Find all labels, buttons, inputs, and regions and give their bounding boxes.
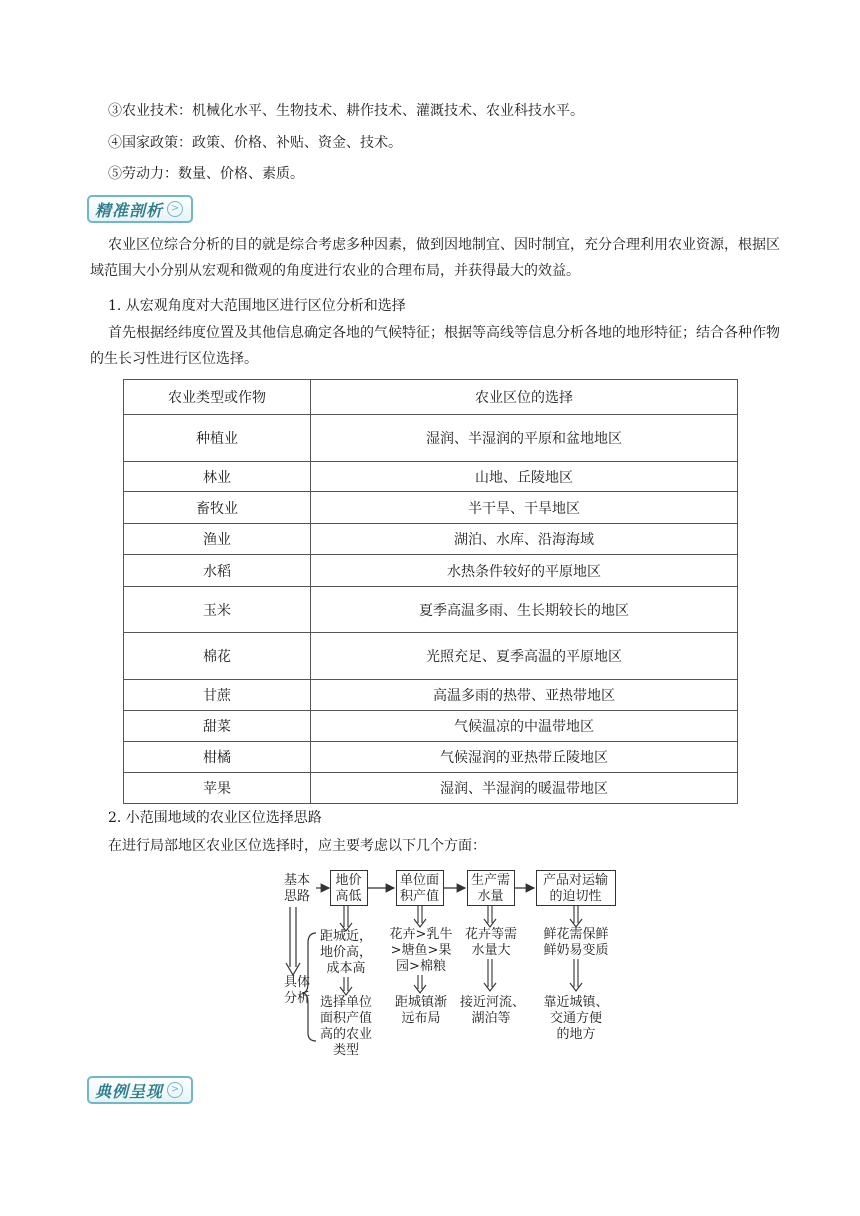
section-badge-label: 典例呈现 [95, 1081, 164, 1101]
box-output-value: 单位面 积产值 [396, 870, 444, 906]
table-cell-type: 柑橘 [124, 742, 311, 773]
middle-transport: 鲜花需保鲜 鲜奶易变质 [543, 927, 609, 958]
section-badge-example [87, 1076, 193, 1104]
table-cell-type: 种植业 [124, 415, 311, 462]
table-cell-choice: 高温多雨的热带、亚热带地区 [311, 680, 738, 711]
specific-analysis-label: 具体 分析 [283, 975, 310, 1006]
table-row [124, 415, 738, 462]
agriculture-location-table [123, 379, 738, 804]
table-cell-type: 棉花 [124, 633, 311, 680]
table-row [124, 462, 738, 492]
table-cell-choice: 气候湿润的亚热带丘陵地区 [311, 742, 738, 773]
table-cell-choice: 湿润、半湿润的暖温带地区 [311, 773, 738, 804]
middle-water-demand: 花卉等需 水量大 [464, 927, 517, 958]
table-cell-choice: 光照充足、夏季高温的平原地区 [311, 633, 738, 680]
bottom-land-price: 选择单位 面积产值 高的农业 类型 [319, 995, 372, 1058]
factor-policy: ④国家政策：政策、价格、补贴、资金、技术。 [108, 135, 402, 151]
location-flow-diagram [280, 865, 650, 1058]
heading-macro: 1. 从宏观角度对大范围地区进行区位分析和选择 [108, 298, 406, 314]
arrow-right-icon: > [167, 201, 183, 217]
table-row [124, 773, 738, 804]
table-cell-choice: 半干旱、干旱地区 [311, 492, 738, 524]
table-cell-choice: 夏季高温多雨、生长期较长的地区 [311, 587, 738, 633]
micro-paragraph: 在进行局部地区农业区位选择时，应主要考虑以下几个方面： [108, 838, 486, 854]
box-water-demand: 生产需 水量 [467, 870, 515, 906]
table-row [124, 742, 738, 773]
middle-output-value: 花卉>乳牛 >塘鱼>果 园>棉粮 [389, 927, 453, 974]
table-row [124, 587, 738, 633]
section-badge-label: 精准剖析 [95, 200, 164, 220]
table-row [124, 633, 738, 680]
macro-text: 首先根据经纬度位置及其他信息确定各地的气候特征；根据等高线等信息分析各地的地形特征；结合各种作物的生长习性进行区位选择。 [90, 325, 780, 367]
intro-paragraph [90, 232, 790, 284]
table-cell-type: 玉米 [124, 587, 311, 633]
bottom-water-demand: 接近河流、 湖泊等 [460, 995, 526, 1026]
table-cell-choice: 湿润、半湿润的平原和盆地地区 [311, 415, 738, 462]
table-row [124, 711, 738, 742]
bottom-transport: 靠近城镇、 交通方便 的地方 [543, 995, 609, 1042]
box-transport-urgency: 产品对运输 的迫切性 [536, 870, 616, 906]
table-row [124, 680, 738, 711]
table-cell-type: 畜牧业 [124, 492, 311, 524]
table-cell-type: 渔业 [124, 524, 311, 555]
table-cell-type: 林业 [124, 462, 311, 492]
table-header-row [124, 380, 738, 415]
factor-labor: ⑤劳动力：数量、价格、素质。 [108, 166, 304, 182]
table-cell-choice: 湖泊、水库、沿海海域 [311, 524, 738, 555]
table-cell-type: 水稻 [124, 555, 311, 587]
table-header-type: 农业类型或作物 [124, 380, 311, 415]
intro-text: 农业区位综合分析的目的就是综合考虑多种因素，做到因地制宜、因时制宜，充分合理利用农业资源，根据区域范围大小分别从宏观和微观的角度进行农业的合理布局，并获得最大的效益。 [90, 237, 780, 279]
table-cell-choice: 山地、丘陵地区 [311, 462, 738, 492]
basic-idea-label: 基本 思路 [283, 873, 310, 904]
table-cell-choice: 水热条件较好的平原地区 [311, 555, 738, 587]
section-badge-analysis [87, 195, 193, 223]
middle-land-price: 距城近， 地价高， 成本高 [319, 929, 372, 976]
table-row [124, 492, 738, 524]
heading-micro: 2. 小范围地域的农业区位选择思路 [108, 810, 322, 826]
table-cell-type: 苹果 [124, 773, 311, 804]
table-cell-type: 甘蔗 [124, 680, 311, 711]
box-land-price: 地价 高低 [330, 870, 368, 906]
table-header-choice: 农业区位的选择 [311, 380, 738, 415]
bottom-output-value: 距城镇渐 远布局 [394, 995, 447, 1026]
table-cell-choice: 气候温凉的中温带地区 [311, 711, 738, 742]
table-row [124, 555, 738, 587]
table-cell-type: 甜菜 [124, 711, 311, 742]
factor-technology: ③农业技术：机械化水平、生物技术、耕作技术、灌溉技术、农业科技水平。 [108, 103, 584, 119]
macro-paragraph [90, 320, 790, 372]
arrow-right-icon: > [167, 1082, 183, 1098]
table-row [124, 524, 738, 555]
